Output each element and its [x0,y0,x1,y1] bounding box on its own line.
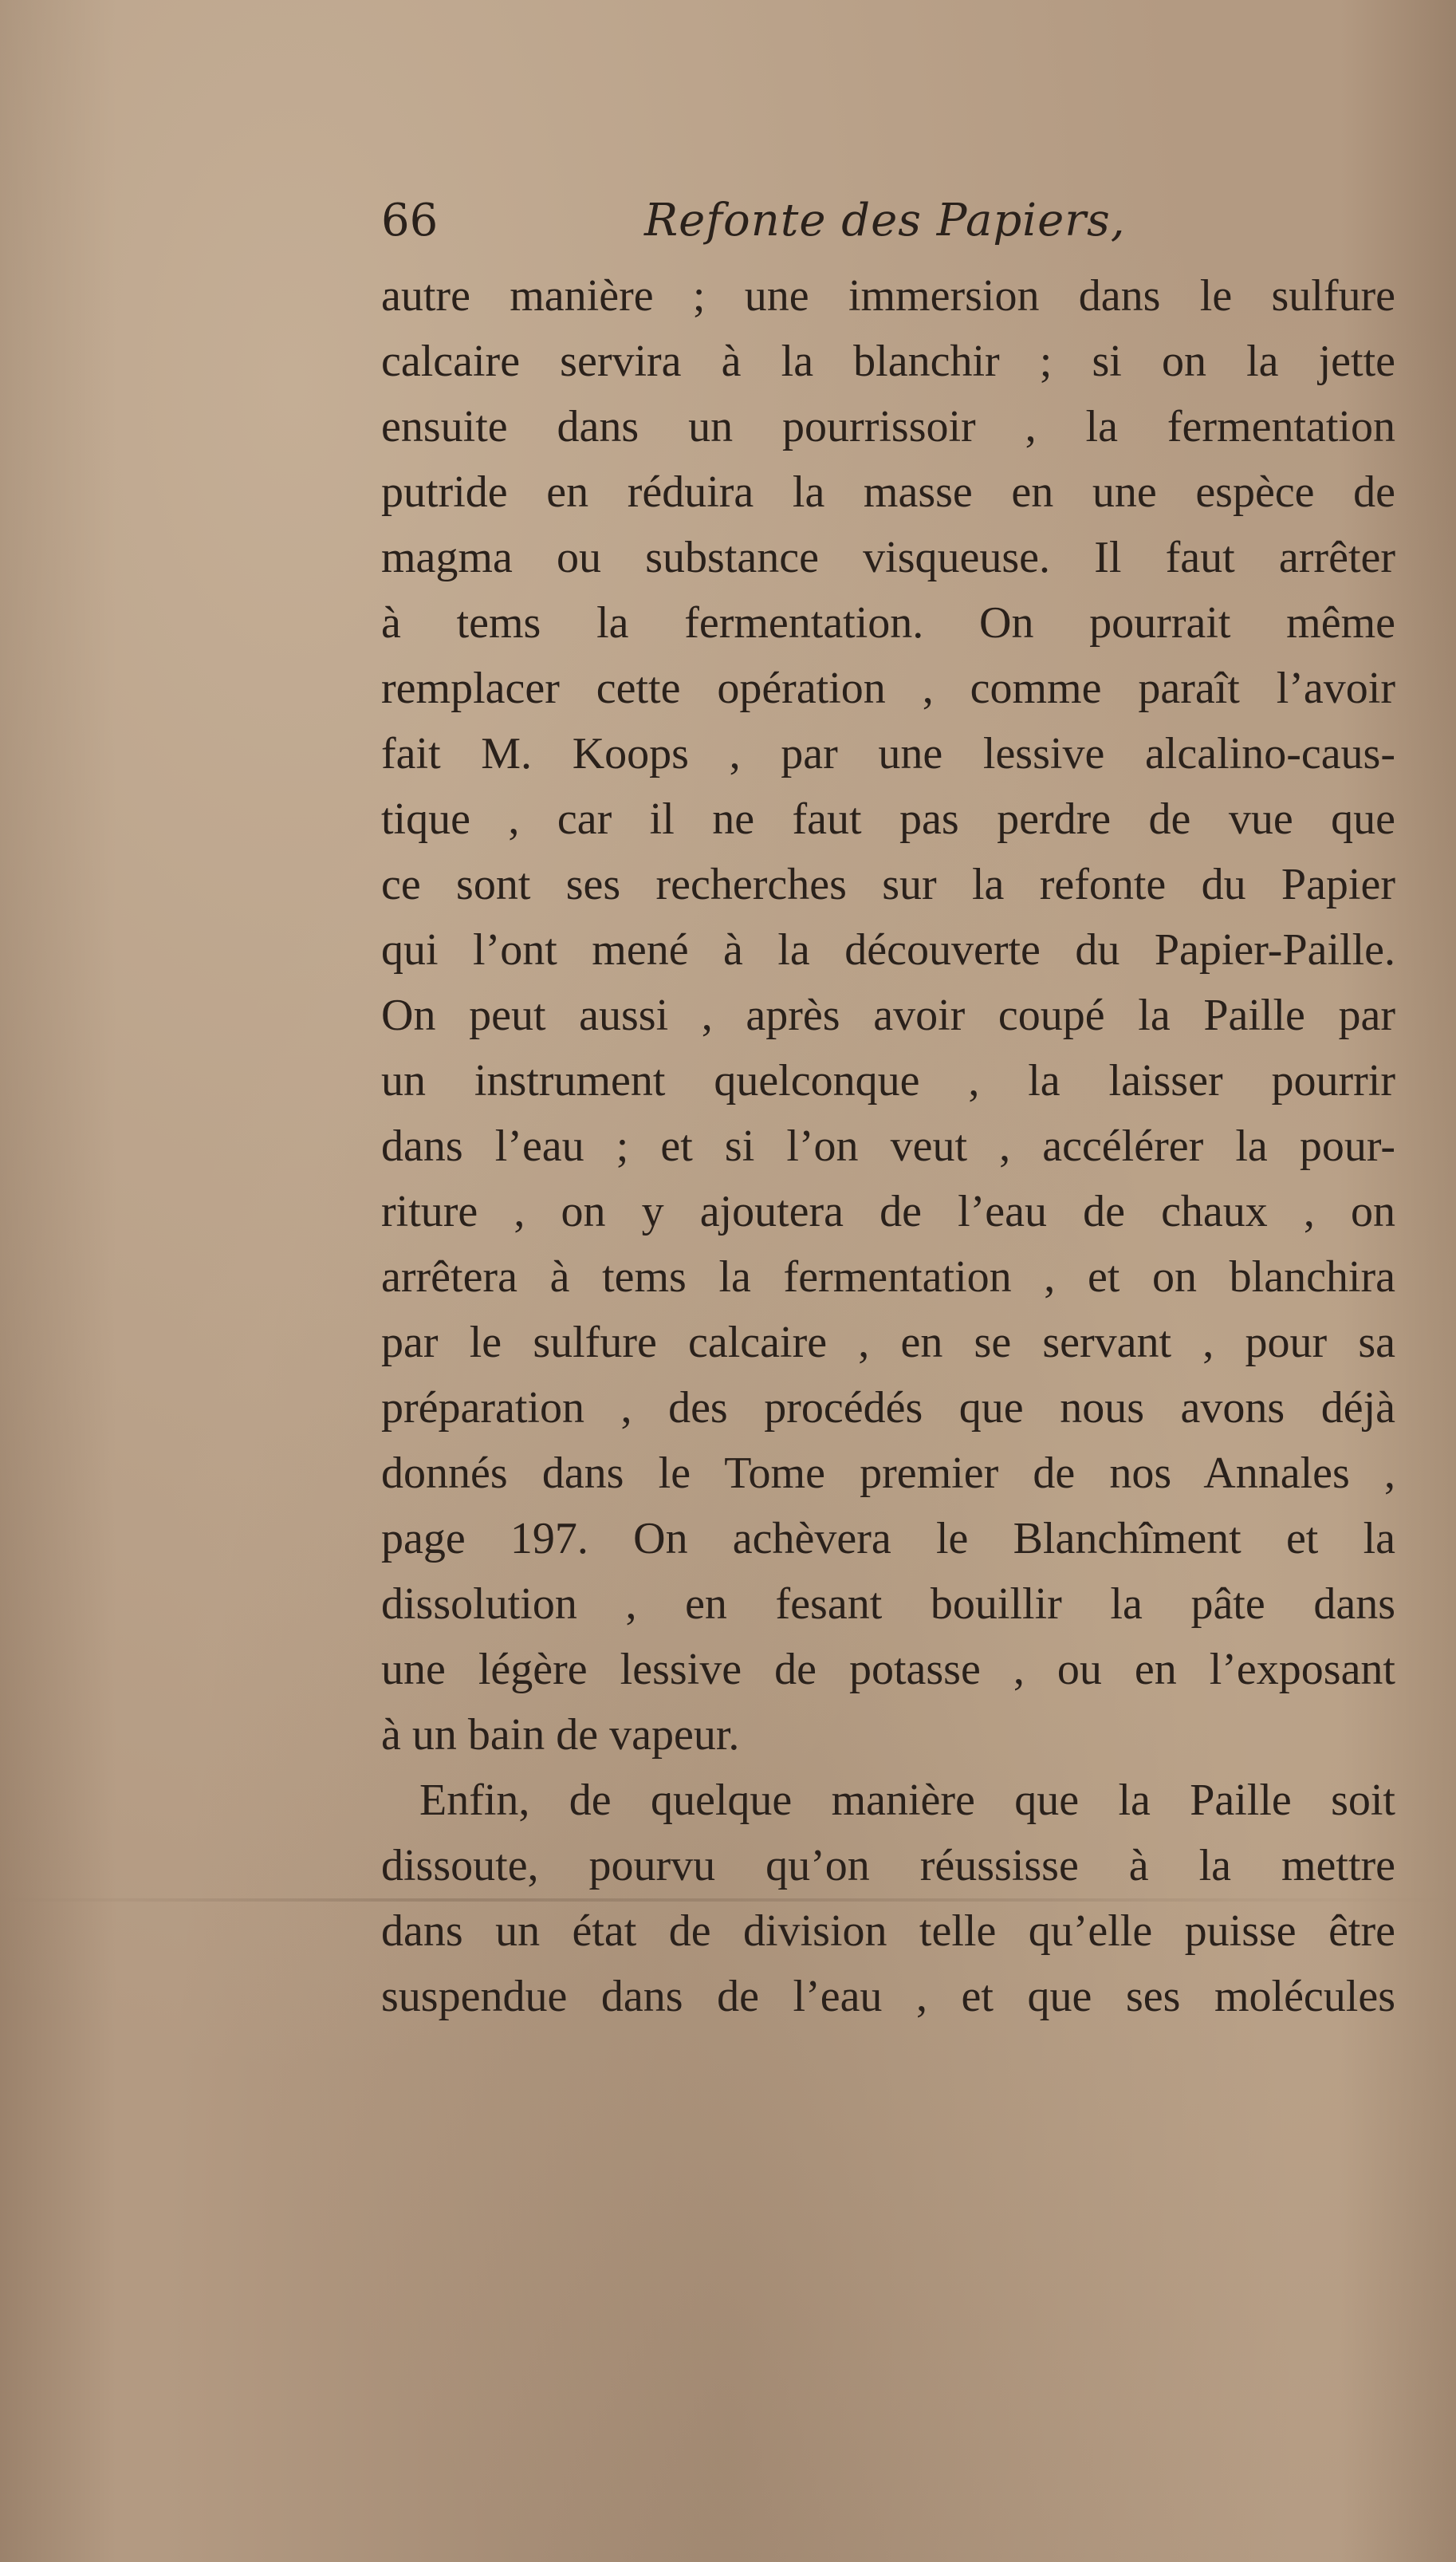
body-text [381,263,1395,2029]
running-title: Refonte des Papiers, [644,195,1126,246]
text-line: riture , on y ajoutera de l’eau de chaux , on [381,1187,1395,1236]
text-line: page 197. On achèvera le Blanchîment et la [381,1514,1395,1563]
paper-crease [0,1898,1456,1902]
text-line: suspendue dans de l’eau , et que ses molécules [381,1972,1395,2021]
text-line: dans un état de division telle qu’elle puisse être [381,1906,1395,1956]
text-line: remplacer cette opération , comme paraît l’avoir [381,664,1395,713]
text-line: un instrument quelconque , la laisser pourrir [381,1056,1395,1106]
text-line: à un bain de vapeur. [381,1710,740,1760]
running-head [381,185,1418,257]
text-line: magma ou substance visqueuse. Il faut arrêter [381,533,1395,582]
text-line: donnés dans le Tome premier de nos Annales , [381,1449,1395,1498]
text-line: ensuite dans un pourrissoir , la fermentation [381,402,1395,451]
text-line: dans l’eau ; et si l’on veut , accélérer la pour- [381,1121,1395,1171]
text-line: putride en réduira la masse en une espèce de [381,467,1395,517]
text-line: tique , car il ne faut pas perdre de vue que [381,794,1395,844]
text-line: ce sont ses recherches sur la refonte du Papier [381,860,1395,909]
text-line: à tems la fermentation. On pourrait même [381,598,1395,648]
text-line: une légère lessive de potasse , ou en l’exposant [381,1645,1395,1694]
text-line: Enfin, de quelque manière que la Paille soit [419,1776,1395,1825]
text-line: arrêtera à tems la fermentation , et on blanchira [381,1252,1395,1302]
text-line: dissolution , en fesant bouillir la pâte dans [381,1579,1395,1629]
text-line: calcaire servira à la blanchir ; si on la jette [381,337,1395,386]
page-number: 66 [381,195,439,246]
text-line: qui l’ont mené à la découverte du Papier-Paille. [381,925,1395,975]
text-line: fait M. Koops , par une lessive alcalino-caus- [381,729,1395,778]
text-line: On peut aussi , après avoir coupé la Paille par [381,991,1395,1040]
text-line: préparation , des procédés que nous avons déjà [381,1383,1395,1433]
text-line: dissoute, pourvu qu’on réussisse à la mettre [381,1841,1395,1890]
text-line: autre manière ; une immersion dans le sulfure [381,271,1395,321]
text-line: par le sulfure calcaire , en se servant , pour sa [381,1318,1395,1367]
